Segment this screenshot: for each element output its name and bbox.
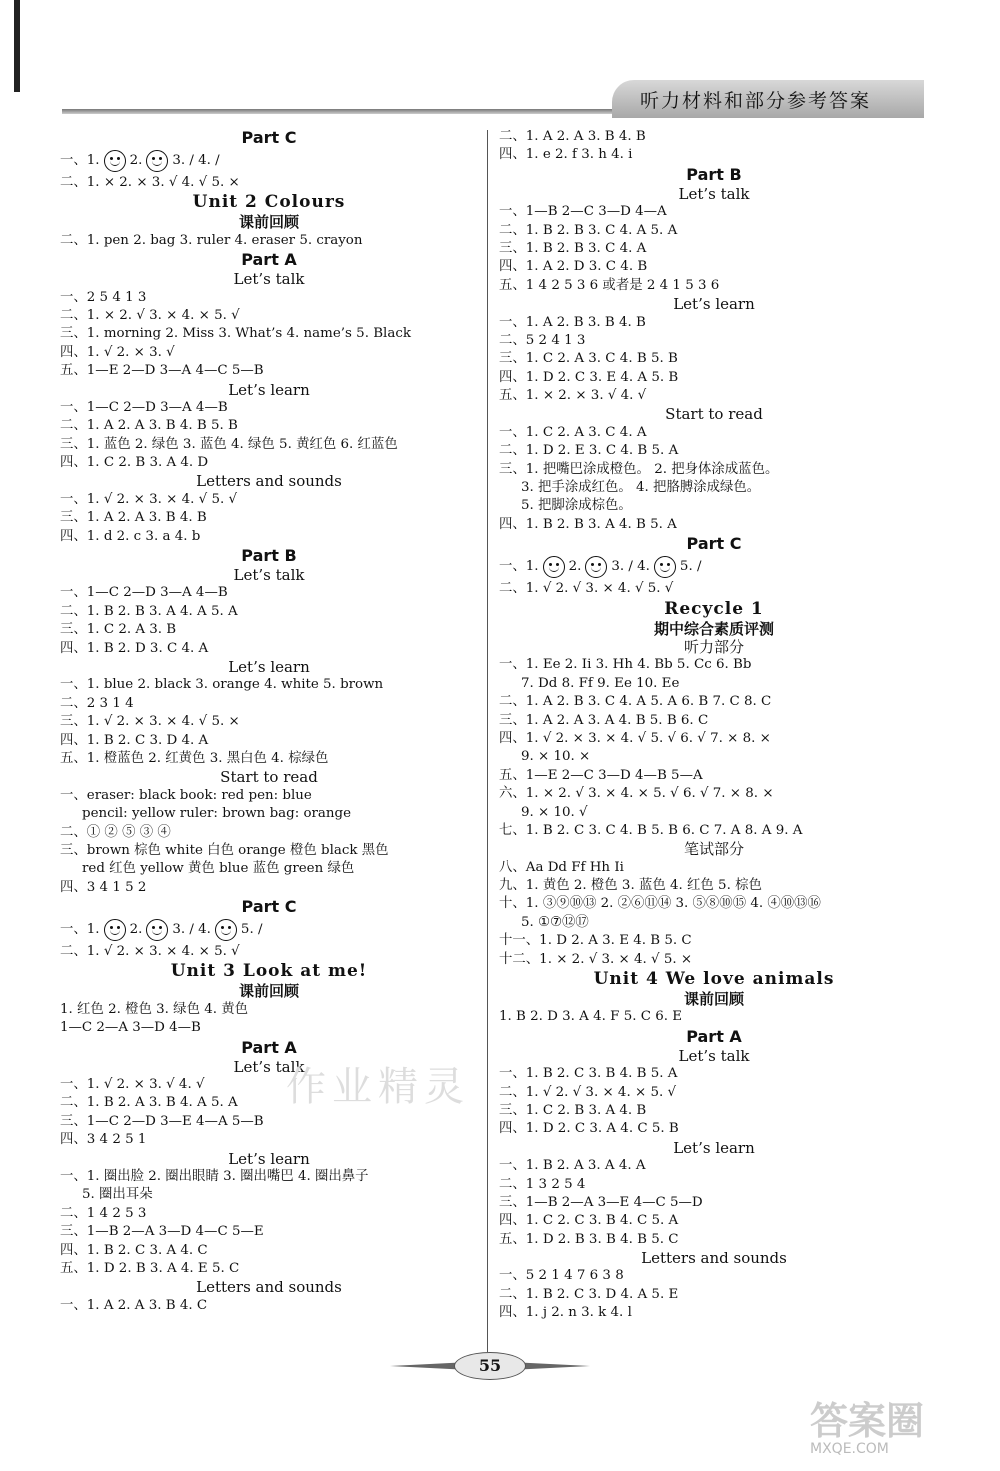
- section-heading: 课前回顾: [238, 982, 299, 1001]
- smiley-face-icon: [543, 556, 565, 578]
- answer-line: 一、1. 圈出脸 2. 圈出眼睛 3. 圈出嘴巴 4. 圈出鼻子: [60, 1168, 369, 1184]
- page-number: 55: [454, 1352, 526, 1380]
- answer-text: 一、1.: [499, 559, 539, 575]
- answer-line: 四、1. C 2. C 3. B 4. C 5. A: [499, 1213, 679, 1229]
- answer-line: 三、1—B 2—A 3—E 4—C 5—D: [499, 1194, 703, 1210]
- subsection-title: 听力部分: [683, 637, 744, 656]
- answer-line: 十一、1. D 2. A 3. E 4. B 5. C: [499, 933, 692, 949]
- answer-text: 2.: [129, 922, 143, 938]
- answer-line: 二、1. × 2. √ 3. × 4. × 5. √: [60, 307, 240, 323]
- answer-text: 2.: [129, 153, 143, 168]
- right-column: [499, 128, 929, 1323]
- subsection-title: Let’s talk: [233, 566, 305, 585]
- section-heading: 课前回顾: [683, 990, 744, 1009]
- subsection-title: Start to read: [220, 768, 318, 787]
- answer-text: 5. /: [240, 922, 263, 938]
- answer-line: 三、1. A 2. A 3. A 4. B 5. B 6. C: [499, 712, 709, 728]
- subsection-title: Let’s talk: [678, 184, 750, 203]
- answer-text: 5. /: [679, 559, 702, 575]
- subsection-title: Let’s talk: [233, 270, 305, 289]
- subsection-title: Letters and sounds: [196, 472, 342, 491]
- left-column: [60, 128, 478, 1315]
- answer-line: 三、1—C 2—D 3—E 4—A 5—B: [60, 1113, 264, 1129]
- answer-line-smileys: [499, 554, 929, 580]
- unit-title: Unit 2 Colours: [192, 192, 346, 213]
- answer-line: 一、1—B 2—C 3—D 4—A: [499, 204, 667, 220]
- subsection-title: Let’s learn: [228, 1149, 310, 1168]
- section-heading: 期中综合素质评测: [653, 619, 774, 638]
- subsection-title: Let’s talk: [233, 1057, 305, 1076]
- answer-line-smileys: [60, 148, 478, 174]
- answer-line-continued: red 红色 yellow 黄色 blue 蓝色 green 绿色: [82, 861, 355, 877]
- subsection-title: Let’s learn: [673, 1138, 755, 1157]
- answer-line-smileys: [60, 917, 478, 943]
- answer-line: 三、1. C 2. A 3. C 4. B 5. B: [499, 351, 678, 367]
- subsection-title: Let’s learn: [228, 657, 310, 676]
- answer-line-continued: 9. × 10. ×: [521, 749, 591, 765]
- answer-line: 五、1. × 2. × 3. √ 4. √: [499, 388, 647, 404]
- answer-line: 二、1. √ 2. √ 3. × 4. × 5. √: [499, 1084, 677, 1100]
- answer-line: 一、1. Ee 2. Ii 3. Hh 4. Bb 5. Cc 6. Bb: [499, 657, 752, 673]
- answer-line-continued: 5. 把脚涂成棕色。: [521, 498, 632, 514]
- part-heading: Part B: [241, 546, 297, 566]
- smiley-face-icon: [104, 919, 126, 941]
- answer-line: 五、1. D 2. B 3. B 4. B 5. C: [499, 1231, 679, 1247]
- answer-line: 三、1. B 2. B 3. C 4. A: [499, 240, 647, 256]
- smiley-face-icon: [654, 556, 676, 578]
- answer-line: 四、1. d 2. c 3. a 4. b: [60, 528, 201, 544]
- answer-line: 五、1. D 2. B 3. A 4. E 5. C: [60, 1260, 240, 1276]
- unit-title: Unit 4 We love animals: [593, 969, 835, 990]
- answer-line: 二、2 3 1 4: [60, 695, 134, 711]
- corner-watermark-url: MXQE.COM: [810, 1441, 889, 1457]
- answer-line: 六、1. × 2. √ 3. × 4. × 5. √ 6. √ 7. × 8. ×: [499, 786, 774, 802]
- answer-line: 一、1. A 2. B 3. B 4. B: [499, 314, 646, 330]
- answer-line: 三、1. morning 2. Miss 3. What’s 4. name’s 5. Black: [60, 326, 411, 342]
- answer-line: 三、1. 蓝色 2. 绿色 3. 蓝色 4. 绿色 5. 黄红色 6. 红蓝色: [60, 436, 398, 452]
- header-title: 听力材料和部分参考答案: [640, 90, 872, 112]
- answer-line: 四、1. B 2. B 3. A 4. B 5. A: [499, 516, 677, 532]
- answer-text: 3. / 4.: [172, 922, 211, 938]
- part-heading: Part C: [686, 534, 742, 554]
- answer-line: 四、1. B 2. D 3. C 4. A: [60, 640, 209, 656]
- answer-text: 一、1.: [60, 922, 100, 938]
- answer-line-continued: 9. × 10. √: [521, 804, 588, 820]
- answer-line: 一、1—C 2—D 3—A 4—B: [60, 585, 228, 601]
- answer-line: 一、1—C 2—D 3—A 4—B: [60, 399, 228, 415]
- answer-line: 四、1. B 2. C 3. D 4. A: [60, 732, 209, 748]
- answer-line: 四、3 4 2 5 1: [60, 1132, 147, 1148]
- subsection-title: Start to read: [665, 405, 763, 424]
- answer-line: 一、1. C 2. A 3. C 4. A: [499, 424, 647, 440]
- answer-line: 三、1. C 2. B 3. A 4. B: [499, 1102, 647, 1118]
- answer-line: 二、1. D 2. E 3. C 4. B 5. A: [499, 443, 679, 459]
- answer-line: 一、1. blue 2. black 3. orange 4. white 5. brown: [60, 677, 384, 693]
- answer-line: 1—C 2—A 3—D 4—B: [60, 1020, 201, 1036]
- answer-line: 三、brown 棕色 white 白色 orange 橙色 black 黑色: [60, 842, 389, 858]
- answer-text: 一、1.: [60, 153, 100, 168]
- part-heading: Part A: [686, 1026, 742, 1046]
- answer-line: 二、1. A 2. B 3. C 4. A 5. A 6. B 7. C 8. C: [499, 694, 772, 710]
- answer-line-continued: 5. ①⑦⑫⑰: [521, 914, 589, 930]
- answer-line: 一、1. B 2. C 3. B 4. B 5. A: [499, 1066, 678, 1082]
- smiley-face-icon: [146, 150, 168, 172]
- answer-line-continued: 7. Dd 8. Ff 9. Ee 10. Ee: [521, 675, 680, 691]
- answer-line: 九、1. 黄色 2. 橙色 3. 蓝色 4. 红色 5. 棕色: [499, 878, 762, 894]
- corner-watermark-logo: 答案圈: [810, 1399, 925, 1443]
- subsection-title: Letters and sounds: [196, 1278, 342, 1297]
- answer-line: 三、1. 把嘴巴涂成橙色。 2. 把身体涂成蓝色。: [499, 461, 779, 477]
- answer-line: 四、1. j 2. n 3. k 4. l: [499, 1305, 632, 1321]
- column-divider: [487, 130, 488, 1352]
- section-heading: 课前回顾: [238, 213, 299, 232]
- unit-title: Unit 3 Look at me!: [170, 961, 368, 982]
- answer-line: 五、1—E 2—C 3—D 4—B 5—A: [499, 767, 703, 783]
- watermark-text: 作业精灵: [286, 1064, 470, 1110]
- answer-line-continued: 5. 圈出耳朵: [82, 1187, 153, 1203]
- answer-line: 二、1. √ 2. × 3. × 4. × 5. √: [60, 944, 240, 960]
- answer-line: 一、eraser: black book: red pen: blue: [60, 787, 312, 803]
- answer-line: 四、1. √ 2. × 3. × 4. √ 5. √ 6. √ 7. × 8. ×: [499, 730, 771, 746]
- smiley-face-icon: [215, 919, 237, 941]
- answer-line: 五、1. 橙蓝色 2. 红黄色 3. 黑白色 4. 棕绿色: [60, 750, 329, 766]
- answer-line: 七、1. B 2. C 3. C 4. B 5. B 6. C 7. A 8. A 9. A: [499, 822, 803, 838]
- answer-line: 十二、1. × 2. √ 3. × 4. √ 5. ×: [499, 951, 693, 967]
- smiley-face-icon: [585, 556, 607, 578]
- smiley-face-icon: [104, 150, 126, 172]
- answer-line: 二、5 2 4 1 3: [499, 332, 586, 348]
- answer-line: 二、1. A 2. A 3. B 4. B 5. B: [60, 418, 238, 434]
- answer-line: 五、1—E 2—D 3—A 4—C 5—B: [60, 363, 264, 379]
- answer-line: 三、1. A 2. A 3. B 4. B: [60, 510, 207, 526]
- answer-text: 2.: [568, 559, 582, 575]
- answer-line: 四、1. e 2. f 3. h 4. i: [499, 147, 633, 163]
- answer-line: 一、1. √ 2. × 3. √ 4. √: [60, 1077, 205, 1093]
- answer-line: 一、2 5 4 1 3: [60, 289, 147, 305]
- answer-line: 二、1. B 2. B 3. A 4. A 5. A: [60, 603, 238, 619]
- part-heading: Part C: [241, 128, 297, 147]
- answer-line: 八、Aa Dd Ff Hh Ii: [499, 859, 624, 875]
- answer-line: 1. 红色 2. 橙色 3. 绿色 4. 黄色: [60, 1001, 249, 1017]
- answer-line: 二、1. pen 2. bag 3. ruler 4. eraser 5. crayon: [60, 232, 363, 248]
- answer-line: 四、1. A 2. D 3. C 4. B: [499, 259, 648, 275]
- answer-line-continued: pencil: yellow ruler: brown bag: orange: [82, 806, 352, 822]
- answer-line: 二、1 4 2 5 3: [60, 1205, 147, 1221]
- part-heading: Part B: [686, 164, 742, 184]
- part-heading: Part A: [241, 250, 297, 270]
- answer-line: 二、1. √ 2. √ 3. × 4. √ 5. √: [499, 581, 674, 597]
- subsection-title: Let’s learn: [228, 380, 310, 399]
- answer-line: 二、① ② ⑤ ③ ④: [60, 824, 171, 840]
- subsection-title: 笔试部分: [683, 840, 744, 859]
- answer-line: 二、1. × 2. × 3. √ 4. √ 5. ×: [60, 175, 240, 190]
- header-rule: [62, 109, 642, 114]
- answer-line: 1. B 2. D 3. A 4. F 5. C 6. E: [499, 1009, 683, 1025]
- answer-line: 四、1. √ 2. × 3. √: [60, 344, 175, 360]
- answer-line: 五、1 4 2 5 3 6 或者是 2 4 1 5 3 6: [499, 277, 720, 293]
- answer-line: 二、1 3 2 5 4: [499, 1176, 586, 1192]
- page-binding-edge: [14, 0, 20, 92]
- answer-line: 三、1—B 2—A 3—D 4—C 5—E: [60, 1224, 264, 1240]
- answer-line: 四、1. D 2. C 3. A 4. C 5. B: [499, 1121, 679, 1137]
- answer-text: 3. / 4. /: [172, 153, 220, 168]
- answer-line: 一、5 2 1 4 7 6 3 8: [499, 1268, 624, 1284]
- part-heading: Part C: [241, 897, 297, 917]
- answer-line: 一、1. A 2. A 3. B 4. C: [60, 1297, 208, 1313]
- answer-line: 一、1. √ 2. × 3. × 4. √ 5. √: [60, 491, 238, 507]
- subsection-title: Let’s learn: [673, 295, 755, 314]
- answer-line: 二、1. B 2. A 3. B 4. A 5. A: [60, 1095, 238, 1111]
- answer-line: 二、1. B 2. B 3. C 4. A 5. A: [499, 222, 678, 238]
- answer-line: 二、1. B 2. C 3. D 4. A 5. E: [499, 1286, 679, 1302]
- answer-line: 一、1. B 2. A 3. A 4. A: [499, 1158, 646, 1174]
- answer-line: 十、1. ③⑨⑩⑬ 2. ②⑥⑪⑭ 3. ⑤⑧⑩⑮ 4. ④⑩⑬⑯: [499, 896, 821, 912]
- part-heading: Part A: [241, 1037, 297, 1057]
- answer-line: 三、1. C 2. A 3. B: [60, 622, 177, 638]
- answer-line: 四、1. B 2. C 3. A 4. C: [60, 1242, 208, 1258]
- corner-watermark: [810, 1390, 980, 1460]
- answer-line: 三、1. √ 2. × 3. × 4. √ 5. ×: [60, 714, 240, 730]
- answer-line: 四、3 4 1 5 2: [60, 879, 147, 895]
- subsection-title: Let’s talk: [678, 1046, 750, 1065]
- answer-line: 四、1. D 2. C 3. E 4. A 5. B: [499, 369, 679, 385]
- unit-title: Recycle 1: [664, 598, 764, 619]
- answer-text: 3. / 4.: [611, 559, 650, 575]
- page-number-ornament: [390, 1352, 590, 1380]
- answer-line: 二、1. A 2. A 3. B 4. B: [499, 129, 646, 144]
- smiley-face-icon: [146, 919, 168, 941]
- answer-line: 四、1. C 2. B 3. A 4. D: [60, 455, 209, 471]
- answer-line-continued: 3. 把手涂成红色。 4. 把胳膊涂成绿色。: [521, 480, 761, 496]
- subsection-title: Letters and sounds: [641, 1249, 787, 1268]
